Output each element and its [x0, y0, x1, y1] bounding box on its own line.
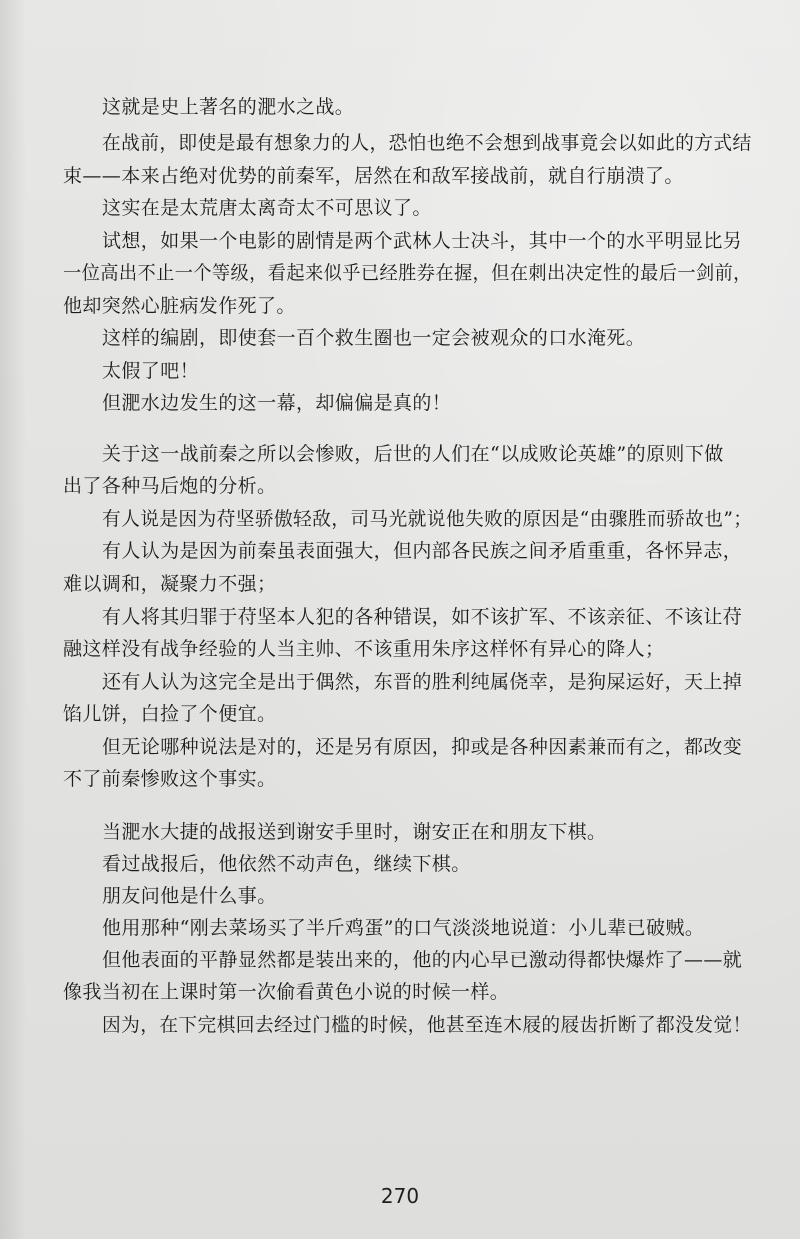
- text-line: 出了各种马后炮的分析。: [63, 475, 277, 497]
- text-line: 看过战报后，他依然不动声色，继续下棋。: [102, 853, 471, 875]
- text-line: 还有人认为这完全是出于偶然，东晋的胜利纯属侥幸，是狗屎运好，天上掉: [102, 671, 743, 693]
- text-line: 像我当初在上课时第一次偷看黄色小说的时候一样。: [63, 981, 510, 1003]
- text-line: 不了前秦惨败这个事实。: [63, 768, 277, 790]
- text-line: 但淝水边发生的这一幕，却偏偏是真的！: [102, 392, 452, 414]
- text-line: 馅儿饼，白捡了个便宜。: [63, 703, 277, 725]
- text-line: 束——本来占绝对优势的前秦军，居然在和敌军接战前，就自行崩溃了。: [63, 165, 684, 187]
- text-line: 融这样没有战争经验的人当主帅、不该重用朱序这样怀有异心的降人；: [63, 638, 665, 660]
- text-line: 太假了吧！: [102, 360, 200, 382]
- text-line: 难以调和，凝聚力不强；: [63, 573, 277, 595]
- text-line: 当淝水大捷的战报送到谢安手里时，谢安正在和朋友下棋。: [102, 821, 607, 843]
- text-line: 但他表面的平静显然都是装出来的，他的内心早已激动得都快爆炸了——就: [102, 949, 743, 971]
- text-line: 有人认为是因为前秦虽表面强大，但内部各民族之间矛盾重重，各怀异志，: [102, 540, 743, 562]
- text-line: 有人将其归罪于苻坚本人犯的各种错误，如不该扩军、不该亲征、不该让苻: [102, 606, 743, 628]
- text-line: 试想，如果一个电影的剧情是两个武林人士决斗，其中一个的水平明显比另: [102, 230, 743, 252]
- page-number: 270: [380, 1184, 420, 1208]
- text-line: 但无论哪种说法是对的，还是另有原因，抑或是各种因素兼而有之，都改变: [102, 736, 743, 758]
- text-line: 有人说是因为苻坚骄傲轻敌，司马光就说他失败的原因是“由骤胜而骄故也”；: [102, 508, 753, 530]
- text-line: 这样的编剧，即使套一百个救生圈也一定会被观众的口水淹死。: [102, 327, 646, 349]
- text-line: 因为，在下完棋回去经过门槛的时候，他甚至连木屐的屐齿折断了都没发觉！: [102, 1014, 752, 1036]
- text-line: 他却突然心脏病发作死了。: [63, 295, 296, 317]
- text-line: 这实在是太荒唐太离奇太不可思议了。: [102, 197, 432, 219]
- text-line: 他用那种“刚去菜场买了半斤鸡蛋”的口气淡淡地说道：小儿辈已破贼。: [102, 917, 705, 939]
- text-line: 一位高出不止一个等级，看起来似乎已经胜券在握，但在刺出决定性的最后一剑前，: [63, 262, 752, 284]
- text-line: 朋友问他是什么事。: [102, 885, 277, 907]
- text-line: 关于这一战前秦之所以会惨败，后世的人们在“以成败论英雄”的原则下做: [102, 443, 724, 465]
- text-line: 在战前，即使是最有想象力的人，恐怕也绝不会想到战事竟会以如此的方式结: [102, 132, 752, 154]
- text-line: 这就是史上著名的淝水之战。: [102, 96, 355, 118]
